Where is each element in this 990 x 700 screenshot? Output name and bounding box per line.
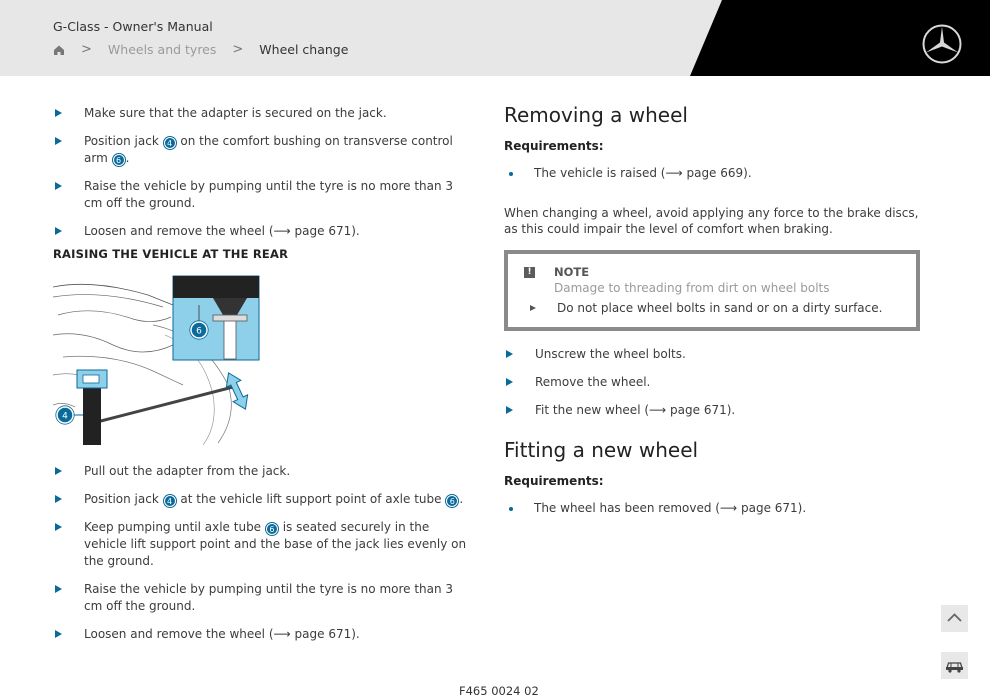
- callout-6: 6: [446, 495, 458, 507]
- note-subtitle: Damage to threading from dirt on wheel bolts: [554, 281, 830, 295]
- callout-6: 6: [266, 523, 278, 535]
- step-item: Make sure that the adapter is secured on the jack.: [53, 105, 473, 122]
- step-arrow-icon: [55, 137, 62, 145]
- callout-4: 4: [164, 495, 176, 507]
- removing-steps: [504, 346, 920, 419]
- requirements-label: Requirements:: [504, 139, 604, 153]
- step-item: [53, 626, 473, 643]
- step-arrow-icon: [506, 378, 513, 386]
- page-link[interactable]: The vehicle is raised (⟶ page 669).: [534, 166, 752, 180]
- step-arrow-icon: [55, 182, 62, 190]
- figure-callout-6: [190, 321, 208, 339]
- note-box: [504, 250, 920, 331]
- note-title: NOTE: [554, 265, 590, 279]
- step-item: Raise the vehicle by pumping until the tyre is no more than 3 cm off the ground.: [53, 178, 473, 212]
- vehicle-view-button[interactable]: [941, 652, 968, 679]
- step-arrow-icon: [530, 305, 536, 311]
- chevron-up-icon: [941, 605, 968, 632]
- step-arrow-icon: [55, 109, 62, 117]
- step-item: [504, 402, 920, 419]
- step-arrow-icon: [55, 227, 62, 235]
- chevron-right-icon: >: [232, 42, 244, 57]
- step-item: Keep pumping until axle tube 6 is seated securely in the vehicle lift support point and the base of the jack lies evenly on the ground.: [53, 519, 473, 570]
- home-icon[interactable]: [53, 44, 65, 56]
- page-link[interactable]: The wheel has been removed (⟶ page 671).: [534, 501, 807, 515]
- right-column: [504, 103, 920, 517]
- svg-text:4: 4: [62, 411, 68, 422]
- manual-title: G-Class - Owner's Manual: [53, 19, 213, 34]
- step-arrow-icon: [506, 406, 513, 414]
- step-item: Remove the wheel.: [504, 374, 920, 391]
- step-item: Position jack 4 at the vehicle lift support point of axle tube 6 .: [53, 491, 473, 508]
- vehicle-icon: [941, 652, 968, 679]
- step-arrow-icon: [55, 630, 62, 638]
- step-item: [53, 223, 473, 240]
- section-title-removing: Removing a wheel: [504, 103, 688, 127]
- mercedes-star-logo[interactable]: [921, 23, 963, 65]
- scroll-to-top-button[interactable]: [941, 605, 968, 632]
- section-title-fitting: Fitting a new wheel: [504, 438, 699, 462]
- document-code: F465 0024 02: [459, 684, 539, 698]
- step-item: Raise the vehicle by pumping until the tyre is no more than 3 cm off the ground.: [53, 581, 473, 615]
- requirement-item: [504, 500, 920, 517]
- left-column: [53, 105, 473, 654]
- breadcrumb: [53, 42, 348, 57]
- page-link[interactable]: Loosen and remove the wheel (⟶ page 671).: [84, 224, 360, 238]
- svg-text:6: 6: [196, 326, 202, 337]
- step-arrow-icon: [506, 350, 513, 358]
- section-heading: RAISING THE VEHICLE AT THE REAR: [53, 247, 289, 261]
- chevron-right-icon: >: [81, 42, 92, 57]
- page-link[interactable]: Fit the new wheel (⟶ page 671).: [535, 403, 736, 417]
- breadcrumb-wheels-and-tyres[interactable]: Wheels and tyres: [107, 42, 217, 57]
- requirements-label: Requirements:: [504, 474, 604, 488]
- step-arrow-icon: [55, 495, 62, 503]
- step-item: Unscrew the wheel bolts.: [504, 346, 920, 363]
- step-arrow-icon: [55, 585, 62, 593]
- breadcrumb-wheel-change: Wheel change: [259, 42, 349, 57]
- step-item: Position jack 4 on the comfort bushing on transverse control arm 6 .: [53, 133, 473, 167]
- bullet-dot-icon: [509, 172, 513, 176]
- jack-illustration: [53, 275, 260, 445]
- warning-icon: !: [524, 267, 535, 278]
- step-arrow-icon: [55, 523, 62, 531]
- step-arrow-icon: [55, 467, 62, 475]
- callout-6: 6: [113, 154, 125, 166]
- info-paragraph: When changing a wheel, avoid applying any force to the brake discs, as this could impair the level of comfort when braking.: [504, 206, 919, 236]
- bullet-dot-icon: [509, 507, 513, 511]
- step-item: Pull out the adapter from the jack.: [53, 463, 473, 480]
- note-step: Do not place wheel bolts in sand or on a dirty surface.: [524, 301, 902, 315]
- page-link[interactable]: Loosen and remove the wheel (⟶ page 671).: [84, 627, 360, 641]
- requirement-item: [504, 165, 920, 182]
- callout-4: 4: [164, 137, 176, 149]
